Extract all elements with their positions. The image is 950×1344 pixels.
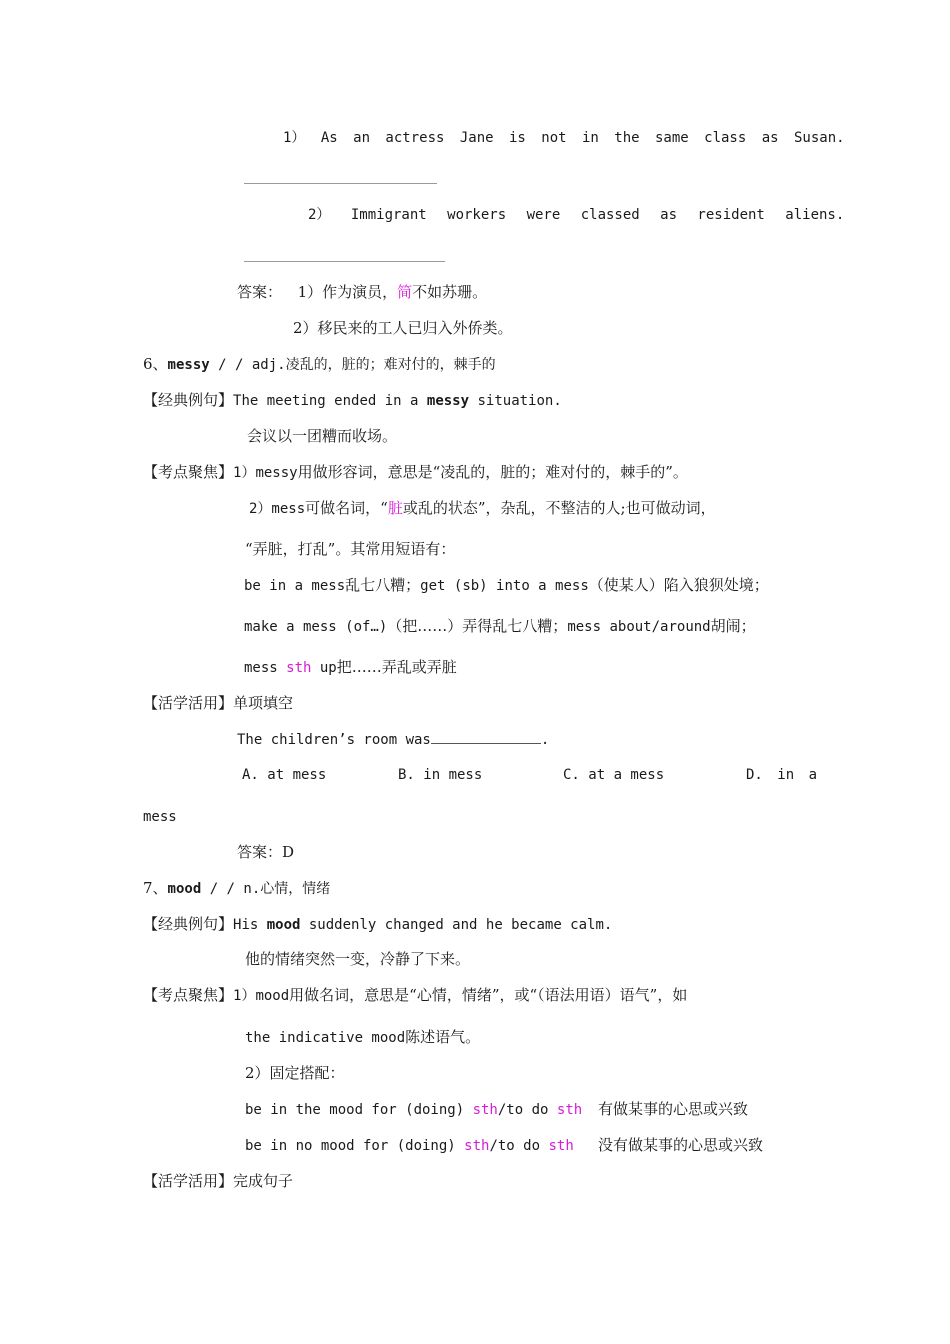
- phrase-end: up: [311, 660, 337, 676]
- collocation: be in no mood for (doing): [245, 1138, 465, 1154]
- collocation-line-2: [245, 1135, 574, 1156]
- definition: n.心情，情绪: [243, 881, 331, 897]
- practice-heading: [143, 1171, 293, 1191]
- practice-heading: [143, 693, 293, 713]
- collocation-meaning-1: 有做某事的心思或兴致: [598, 1100, 749, 1118]
- entry-heading-messy: [143, 354, 496, 375]
- question-text: The children’s room was: [237, 732, 431, 748]
- example-translation: 会议以一团糟而收场。: [247, 427, 398, 445]
- collocation: /to do: [497, 1102, 557, 1118]
- phrase-meaning: 乱七八糟；: [345, 576, 421, 594]
- option-a[interactable]: A. at mess: [242, 767, 327, 783]
- highlight-sth: sth: [286, 660, 312, 676]
- example-sentence-end: situation.: [469, 393, 562, 409]
- phrase-meaning: 把……弄乱或弄脏: [336, 658, 457, 676]
- highlight-sth: sth: [472, 1102, 498, 1118]
- section-tag: 【活学活用】: [143, 694, 234, 712]
- example-sentence-end: suddenly changed and he became calm.: [300, 917, 613, 933]
- phrase: be in a mess: [244, 578, 346, 594]
- collocation: /to do: [489, 1138, 549, 1154]
- answer-line-2: 2）移民来的工人已归入外侨类。: [293, 319, 513, 337]
- translation-question-1: 1） As an actress Jane is not in the same class as Susan.: [283, 130, 845, 146]
- focus-term: 1）mood: [233, 988, 290, 1004]
- phrase-line-2: [244, 616, 756, 637]
- phrase-meaning: 胡闹；: [710, 617, 756, 635]
- highlight-sth: sth: [548, 1138, 574, 1154]
- option-d-wrap: mess: [143, 809, 177, 825]
- focus-text: 可做名词，“: [305, 499, 388, 517]
- focus-line-1: [143, 462, 688, 483]
- example-translation: 他的情绪突然一变，冷静了下来。: [245, 950, 471, 968]
- option-b[interactable]: B. in mess: [398, 767, 483, 783]
- entry-word: messy: [167, 357, 210, 373]
- focus-line-1: [143, 985, 687, 1006]
- question-end: .: [540, 732, 550, 748]
- section-tag: 【考点聚焦】: [143, 986, 234, 1004]
- answer-blank-2[interactable]: [244, 261, 445, 262]
- highlight-sth: sth: [556, 1102, 583, 1118]
- section-tag: 【经典例句】: [143, 391, 234, 409]
- focus-line-3: “弄脏，打乱”。其常用短语有：: [245, 540, 456, 558]
- definition: adj.凌乱的，脏的；难对付的，棘手的: [251, 357, 496, 373]
- phrase: mess: [244, 660, 287, 676]
- focus-text: 用做形容词，意思是“凌乱的，脏的；难对付的，棘手的”。: [297, 463, 688, 481]
- answer-text: 1）作为演员，: [297, 283, 398, 301]
- focus-line-2: [249, 498, 716, 519]
- focus-term: the indicative mood: [245, 1030, 406, 1046]
- example-sentence: The meeting ended in a: [233, 393, 427, 409]
- keyword: messy: [426, 393, 470, 409]
- example-sentence: His: [233, 917, 267, 933]
- phrase: mess about/around: [567, 619, 711, 635]
- practice-question: [237, 729, 549, 750]
- practice-answer: 答案：D: [237, 843, 295, 861]
- answer-label: 答案：: [237, 283, 283, 301]
- highlight-char: 脏: [387, 499, 403, 517]
- example-line: [143, 390, 562, 411]
- focus-line-2: [245, 1027, 480, 1048]
- highlight-sth: sth: [464, 1138, 490, 1154]
- phonetic: / /: [201, 881, 244, 897]
- section-tag: 【活学活用】: [143, 1172, 234, 1190]
- keyword: mood: [266, 917, 301, 933]
- phrase-line-3: [244, 657, 457, 678]
- focus-term: 1）messy: [233, 465, 298, 481]
- entry-heading-mood: [143, 878, 330, 899]
- practice-type: 完成句子: [233, 1172, 294, 1190]
- collocation: be in the mood for (doing): [245, 1102, 473, 1118]
- focus-term: 2）mess: [249, 501, 306, 517]
- example-line: [143, 914, 612, 935]
- collocation-line-1: [245, 1099, 582, 1120]
- answer-blank-1[interactable]: [244, 183, 437, 184]
- fill-blank[interactable]: [431, 729, 541, 744]
- highlight-char: 简: [397, 283, 413, 301]
- phonetic: / /: [209, 357, 252, 373]
- section-tag: 【考点聚焦】: [143, 463, 234, 481]
- collocation-meaning-2: 没有做某事的心思或兴致: [598, 1136, 764, 1154]
- answer-line-1: [237, 282, 487, 302]
- entry-word: mood: [167, 881, 202, 897]
- translation-question-2: 2） Immigrant workers were classed as resident aliens.: [308, 207, 845, 223]
- option-d[interactable]: D. in a: [746, 767, 818, 783]
- section-tag: 【经典例句】: [143, 915, 234, 933]
- focus-line-3: 2）固定搭配：: [245, 1064, 345, 1082]
- phrase-meaning: （使某人）陷入狼狈处境；: [588, 576, 769, 594]
- phrase-line-1: [244, 575, 769, 596]
- focus-text: 用做名词，意思是“心情，情绪”，或“（语法用语）语气”，如: [289, 986, 688, 1004]
- focus-text-end: 或乱的状态”，杂乱，不整洁的人;也可做动词，: [402, 499, 716, 517]
- practice-type: 单项填空: [233, 694, 294, 712]
- option-c[interactable]: C. at a mess: [563, 767, 665, 783]
- phrase: make a mess (of…): [244, 619, 388, 635]
- phrase-meaning: （把……）弄得乱七八糟；: [387, 617, 568, 635]
- focus-text: 陈述语气。: [405, 1028, 481, 1046]
- entry-number: 6、: [143, 355, 168, 373]
- entry-number: 7、: [143, 879, 168, 897]
- answer-text-end: 不如苏珊。: [412, 283, 488, 301]
- phrase: get (sb) into a mess: [420, 578, 589, 594]
